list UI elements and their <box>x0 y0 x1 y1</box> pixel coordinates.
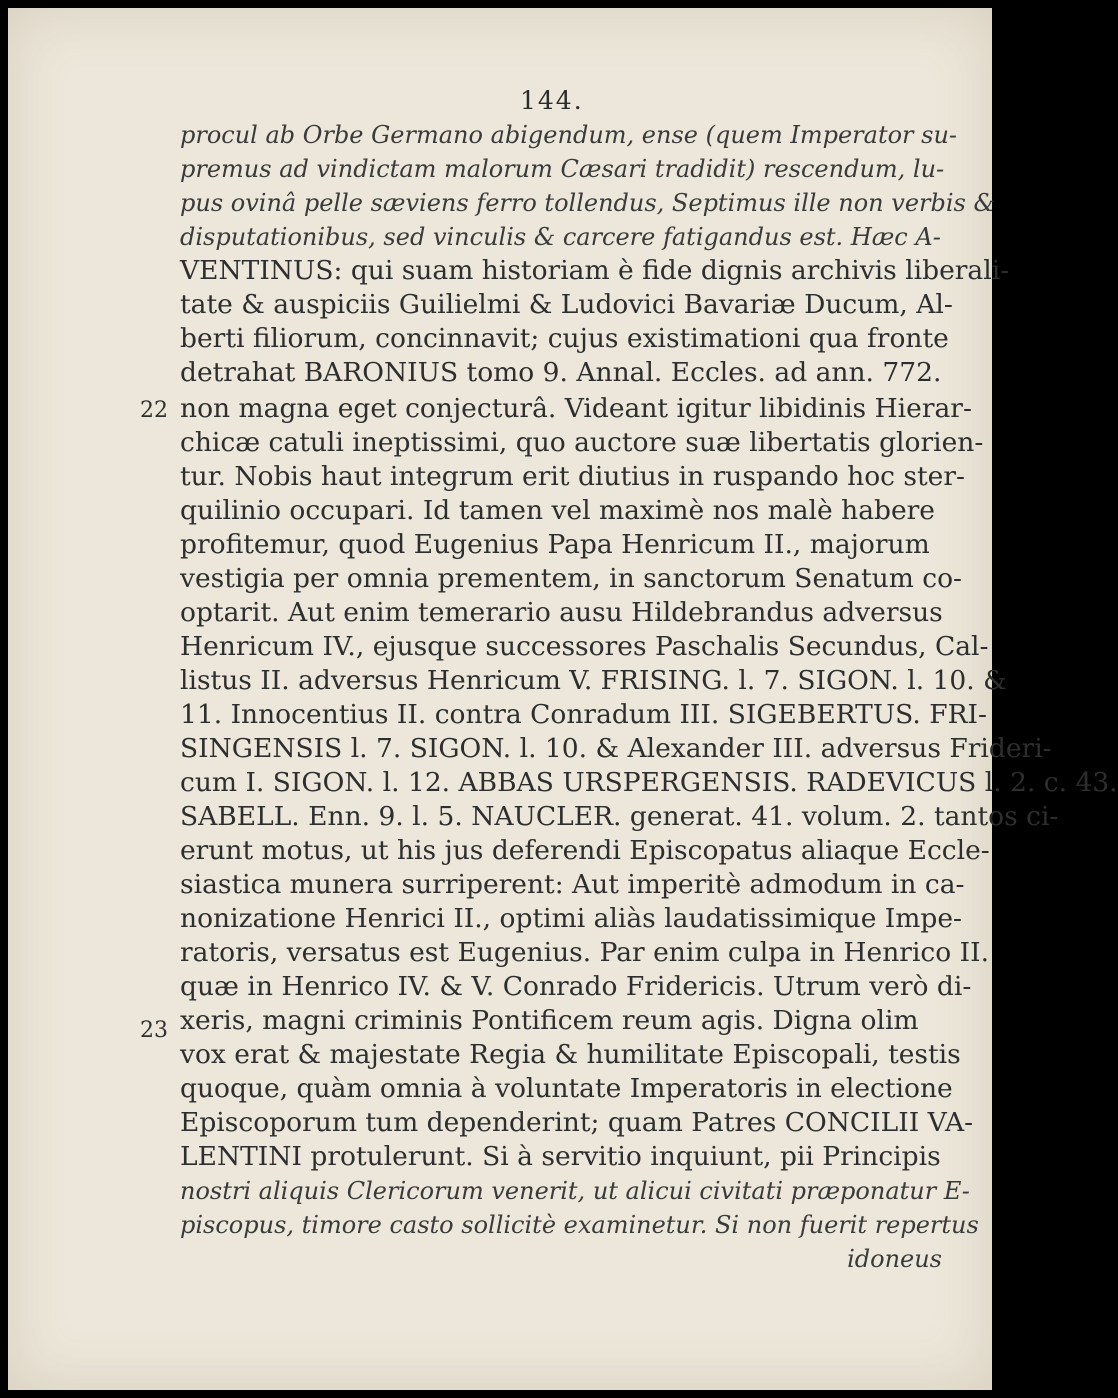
text-line: quoque, quàm omnia à voluntate Imperatoris in electione <box>180 1073 953 1104</box>
text-line: profitemur, quod Eugenius Papa Henricum II., majorum <box>180 529 930 560</box>
text-line: non magna eget conjecturâ. Videant igitur libidinis Hierar- <box>180 393 972 424</box>
text-line: vox erat & majestate Regia & humilitate Episcopali, testis <box>180 1039 961 1070</box>
text-line: nonizatione Henrici II., optimi aliàs laudatissimique Impe- <box>180 903 963 934</box>
text-line: vestigia per omnia prementem, in sanctorum Senatum co- <box>180 563 963 594</box>
text-line: quæ in Henrico IV. & V. Conrado Fridericis. Utrum verò di- <box>180 971 972 1002</box>
text-line: quilinio occupari. Id tamen vel maximè nos malè habere <box>180 495 935 526</box>
text-line: cum I. SIGON. l. 12. ABBAS URSPERGENSIS. RADEVICUS l. 2. c. 43. <box>180 767 1118 798</box>
margin-number: 23 <box>140 1018 168 1043</box>
text-line: Episcoporum tum dependerint; quam Patres CONCILII VA- <box>180 1107 974 1138</box>
page-number: 144. <box>520 86 584 115</box>
text-line: SABELL. Enn. 9. l. 5. NAUCLER. generat. 41. volum. 2. tantos ci- <box>180 801 1059 832</box>
book-page <box>8 8 1118 1390</box>
text-line: SINGENSIS l. 7. SIGON. l. 10. & Alexander III. adversus Frideri- <box>180 733 1052 764</box>
text-line: LENTINI protulerunt. Si à servitio inquiunt, pii Principis <box>180 1141 941 1172</box>
margin-number: 22 <box>140 398 168 423</box>
catchword: idoneus <box>847 1245 942 1273</box>
text-line: detrahat BARONIUS tomo 9. Annal. Eccles. ad ann. 772. <box>180 357 942 388</box>
text-line: berti filiorum, concinnavit; cujus existimationi qua fronte <box>180 323 949 354</box>
text-line: optarit. Aut enim temerario ausu Hildebrandus adversus <box>180 597 943 628</box>
text-line: tate & auspiciis Guilielmi & Ludovici Bavariæ Ducum, Al- <box>180 289 953 320</box>
text-line: piscopus, timore casto sollicitè examinetur. Si non fuerit repertus <box>180 1211 979 1239</box>
text-line: listus II. adversus Henricum V. FRISING. l. 7. SIGON. l. 10. & <box>180 665 1007 696</box>
text-line: xeris, magni criminis Pontificem reum agis. Digna olim <box>180 1005 919 1036</box>
text-line: ratoris, versatus est Eugenius. Par enim culpa in Henrico II. <box>180 937 990 968</box>
text-line: Henricum IV., ejusque successores Paschalis Secundus, Cal- <box>180 631 989 662</box>
text-line: disputationibus, sed vinculis & carcere fatigandus est. Hæc A- <box>180 223 941 251</box>
text-line: VENTINUS: qui suam historiam è fide dignis archivis liberali- <box>180 255 1010 286</box>
text-line: procul ab Orbe Germano abigendum, ense (quem Imperator su- <box>180 121 958 149</box>
text-line: tur. Nobis haut integrum erit diutius in ruspando hoc ster- <box>180 461 965 492</box>
text-line: 11. Innocentius II. contra Conradum III. SIGEBERTUS. FRI- <box>180 699 987 730</box>
text-line: erunt motus, ut his jus deferendi Episcopatus aliaque Eccle- <box>180 835 990 866</box>
text-line: premus ad vindictam malorum Cæsari tradidit) rescendum, lu- <box>180 155 945 183</box>
text-line: pus ovinâ pelle sæviens ferro tollendus, Septimus ille non verbis & <box>180 189 995 217</box>
text-line: siastica munera surriperent: Aut imperitè admodum in ca- <box>180 869 965 900</box>
text-line: chicæ catuli ineptissimi, quo auctore suæ libertatis glorien- <box>180 427 984 458</box>
text-line: nostri aliquis Clericorum venerit, ut alicui civitati præponatur E- <box>180 1177 970 1205</box>
